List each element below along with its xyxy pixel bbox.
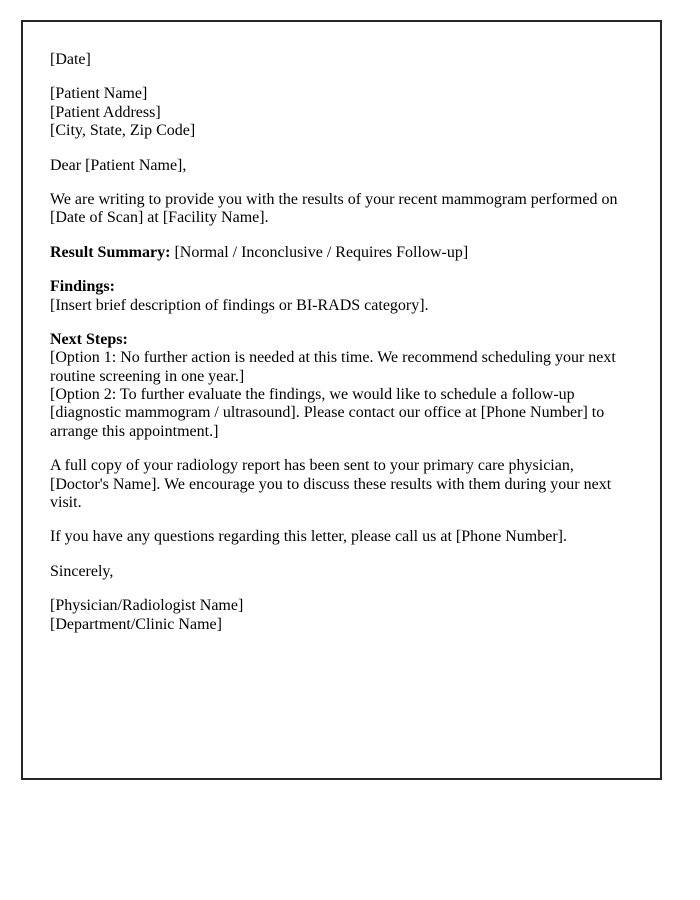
report-copy-text: A full copy of your radiology report has been sent to your primary care physician, [Doctor's Name]. We encourage you to discuss these results with them during your next visit. (50, 457, 612, 512)
findings-value: [Insert brief description of findings or BI-RADS category]. (50, 296, 429, 314)
recipient-city-line: [City, State, Zip Code] (50, 122, 196, 140)
signature-physician-line: [Physician/Radiologist Name] (50, 597, 244, 615)
recipient-address-block (50, 85, 625, 140)
next-steps-label: Next Steps: (50, 330, 128, 348)
intro-paragraph (50, 191, 625, 228)
recipient-name-line: [Patient Name] (50, 85, 148, 103)
result-summary-value: [Normal / Inconclusive / Requires Follow-up] (174, 243, 469, 261)
result-summary-line (50, 244, 625, 262)
questions-paragraph (50, 528, 625, 546)
result-summary-label: Result Summary: (50, 243, 171, 261)
intro-text: We are writing to provide you with the results of your recent mammogram performed on [Date of Scan] at [Facility Name]. (50, 190, 618, 227)
date-placeholder: [Date] (50, 51, 91, 68)
letter-page (21, 20, 662, 780)
next-steps-option-2: [Option 2: To further evaluate the findings, we would like to schedule a follow-up [diagnostic mammogram / ultrasound]. Please contact our office at [Phone Number] to arrange this appointment.] (50, 386, 605, 440)
salutation (50, 157, 625, 175)
recipient-address-line: [Patient Address] (50, 103, 161, 121)
salutation-text: Dear [Patient Name], (50, 156, 187, 174)
signature-block (50, 597, 625, 634)
closing (50, 563, 625, 581)
signature-department-line: [Department/Clinic Name] (50, 615, 222, 633)
closing-text: Sincerely, (50, 562, 114, 580)
questions-text: If you have any questions regarding this letter, please call us at [Phone Number]. (50, 528, 567, 546)
findings-section (50, 278, 625, 315)
letter-date (50, 51, 625, 69)
findings-label: Findings: (50, 278, 115, 296)
report-copy-paragraph (50, 457, 625, 512)
next-steps-option-1: [Option 1: No further action is needed at this time. We recommend scheduling your next routine screening in one year.] (50, 349, 616, 385)
next-steps-section (50, 331, 625, 441)
